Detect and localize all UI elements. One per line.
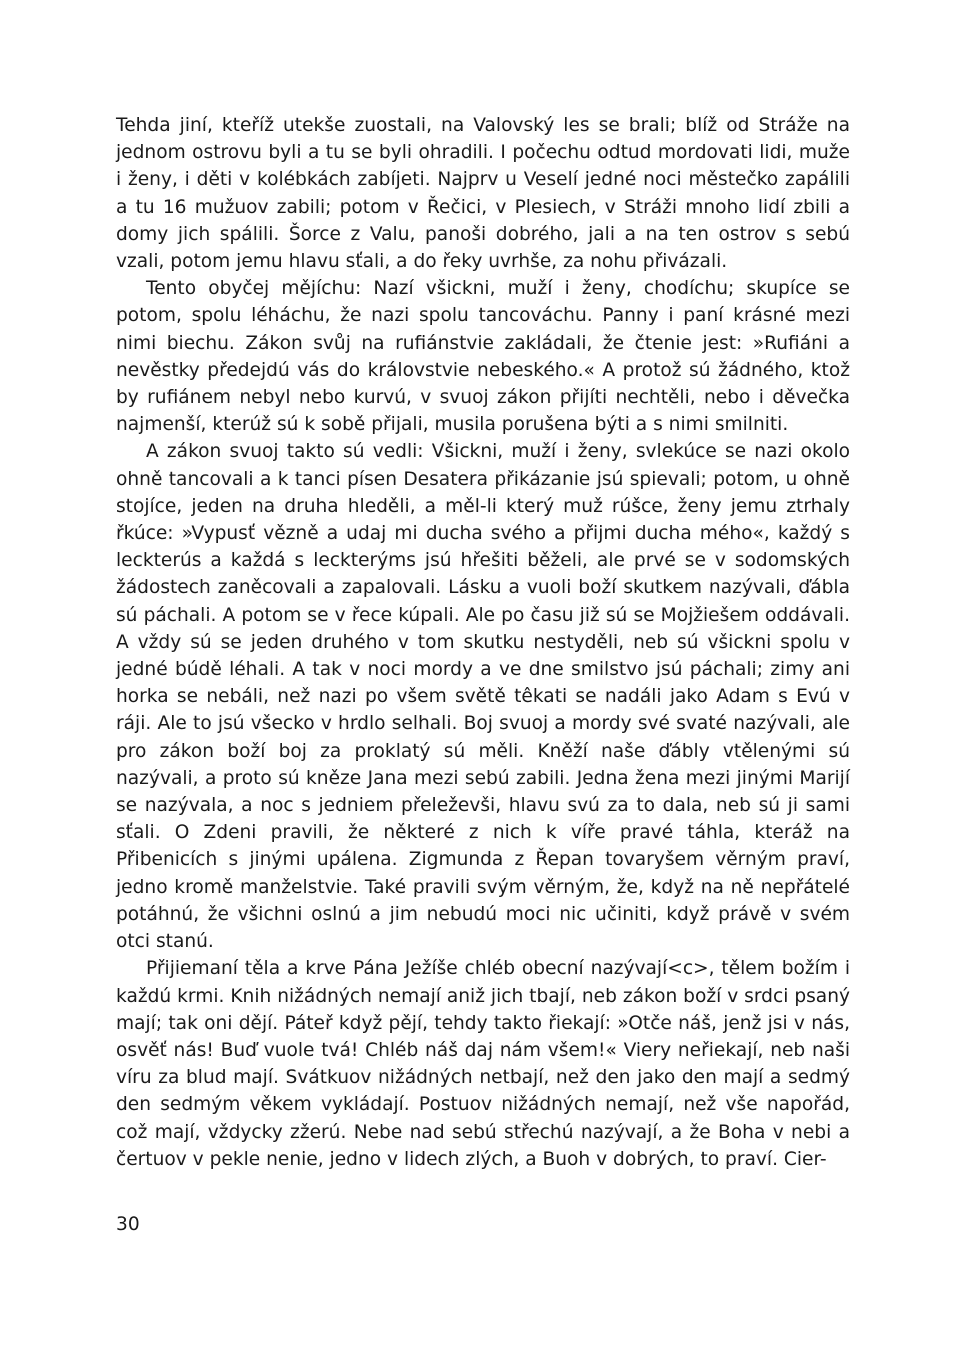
paragraph-4: Přijiemaní těla a krve Pána Ježíše chléb obecní nazývají<c>, tělem božím i každú krmi. Knih nižádných nemají aniž jich tbají, neb zákon boží v srdci psaný mají; tak oni dějí. Páteř když pějí, tehdy takto řiekají: »Otče náš, jenž jsi v nás, osvěť nás! Buď vuole tvá! Chléb náš daj nám všem!« Viery neřiekají, neb naši víru za blud mají. Svátkuov nižádných netbají, než den jako den mají a sedmý den sedmým věkem vykládají. Postuov nižádných nemají, než vše napořád, což mají, vždycky zžerú. Nebe nad sebú střechú nazývají, a že Boha v nebi a čertuov v pekle nenie, jedno v lidech zlých, a Buoh v dobrých, to praví. Cier-	[116, 958, 850, 1170]
paragraph-2: Tento obyčej mějíchu: Nazí všickni, muží i ženy, chodíchu; skupíce se potom, spolu léháchu, že nazi spolu tancováchu. Panny i paní krásné mezi nimi biechu. Zákon svůj na rufiánstvie zakládali, že čtenie jest: »Rufiáni a nevěstky předejdú vás do královstvie nebeského.« A protož sú žádného, ktož by rufiánem nebyl nebo kurvú, v svuoj zákon přijíti nechtěli, nebo i děvečka najmenší, kterúž sú k sobě přijali, musila porušena býti a s nimi smilniti.	[116, 278, 850, 436]
paragraph-1: Tehda jiní, kteříž utekše zuostali, na Valovský les se brali; blíž od Stráže na jednom ostrovu byli a tu se byli ohradili. I počechu odtud mordovati lidi, muže i ženy, i děti v kolébkách zabíjeti. Najprv u Veselí jedné noci městečko zapálili a tu 16 mužuov zabili; potom v Řečici, v Plesiech, v Stráži mnoho lidí zbili a domy jich spálili. Šorce z Valu, panoši dobrého, jali a na ten ostrov s sebú vzali, potom jemu hlavu sťali, a do řeky uvrhše, za nohu přivázali.	[116, 115, 850, 273]
paragraph-3: A zákon svuoj takto sú vedli: Všickni, muží i ženy, svlekúce se nazi okolo ohně tancovali a k tanci písen Desatera přikázanie jsú spievali; potom, u ohně stojíce, jeden na druha hleděli, a měl-li který muž rúšce, ženy jemu ztrhaly řkúce: »Vypusť vězně a udaj mi ducha svého a přijmi ducha mého«, každý s leckterús a každá s leckterýms jsú hřešiti běželi, ale prvé se v sodomských žádostech zaněcovali a zapalovali. Lásku a vuoli boží skutkem nazývali, ďábla sú páchali. A potom se v řece kúpali. Ale po času již sú se Mojžiešem oddávali. A vždy sú se jeden druhého v tom skutku nestyděli, neb sú všickni spolu v jedné búdě léhali. A tak v noci mordy a ve dne smilstvo jsú páchali; zimy ani horka se nebáli, než nazi po všem světě têkati se nadáli jako Adam s Evú v ráji. Ale to jsú všecko v hrdlo selhali. Boj svuoj a mordy své svaté nazývali, ale pro zákon boží boj za proklatý sú měli. Kněží naše ďábly vtělenými sú nazývali, a proto sú kněze Jana mezi sebú zabili. Jedna žena mezi jinými Marijí se nazývala, a noc s jedniem přeleževši, hlavu svú za to dala, neb sú ji sami sťali. O Zdeni pravili, že některé z nich k víře pravé táhla, kteráž na Přibenicích s jinými upálena. Zigmunda z Řepan tovaryšem věrným praví, jedno kromě manželstvie. Také pravili svým věrným, že, když na ně nepřátelé potáhnú, že všichni oslnú a jim nebudú moci nic učiniti, když právě v svém otci stanú.	[116, 441, 850, 953]
page-number: 30	[116, 1214, 140, 1235]
document-body	[116, 112, 850, 1173]
